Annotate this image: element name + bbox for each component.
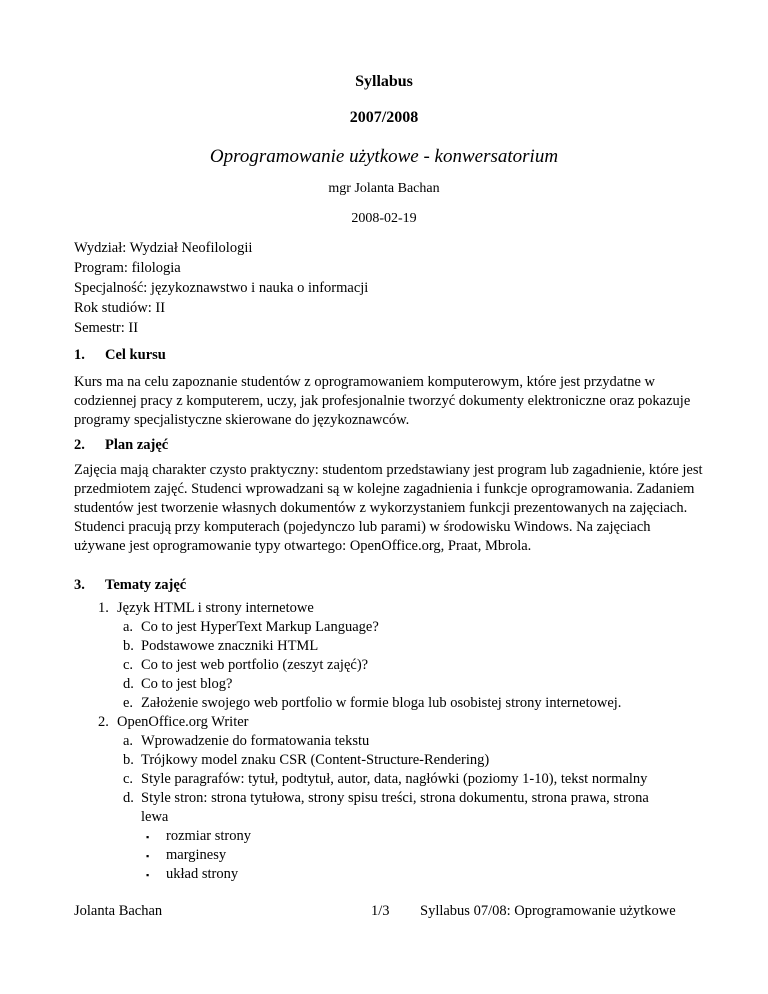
meta-faculty: Wydział: Wydział Neofilologii (74, 240, 253, 256)
bullet-icon: ▪ (146, 870, 150, 880)
list-letter: c. (123, 657, 134, 673)
bullet-label: marginesy (166, 847, 227, 863)
meta-specialty: Specjalność: językoznawstwo i nauka o informacji (74, 280, 369, 296)
list-item-label: Wprowadzenie do formatowania tekstu (141, 733, 370, 749)
doc-date: 2008-02-19 (351, 211, 417, 226)
bullet-label: rozmiar strony (166, 828, 251, 844)
doc-year: 2007/2008 (349, 109, 419, 126)
footer-author: Jolanta Bachan (74, 903, 163, 919)
section-title: Cel kursu (105, 347, 166, 363)
list-item-label: Podstawowe znaczniki HTML (141, 638, 319, 654)
doc-author: mgr Jolanta Bachan (328, 181, 440, 196)
meta-year-of-study: Rok studiów: II (74, 300, 166, 316)
list-item-label: Style paragrafów: tytuł, podtytuł, autor, data, nagłówki (poziomy 1-10), tekst normalny (141, 771, 648, 787)
list-item-label: OpenOffice.org Writer (117, 714, 249, 730)
footer-doc-title: Syllabus 07/08: Oprogramowanie użytkowe (420, 903, 676, 919)
list-letter: d. (123, 790, 134, 806)
list-letter: e. (123, 695, 134, 711)
list-number: 1. (98, 600, 109, 616)
list-letter: a. (123, 733, 134, 749)
list-item-label: Założenie swojego web portfolio w formie bloga lub osobistej strony internetowej. (141, 695, 622, 711)
footer-page-number: 1/3 (371, 903, 390, 919)
meta-semester: Semestr: II (74, 320, 139, 336)
list-letter: b. (123, 638, 134, 654)
list-letter: d. (123, 676, 134, 692)
section-number: 3. (74, 577, 85, 593)
doc-subject: Oprogramowanie użytkowe - konwersatorium (209, 146, 559, 167)
list-item-label: Co to jest HyperText Markup Language? (141, 619, 379, 635)
doc-title: Syllabus (355, 73, 413, 90)
bullet-icon: ▪ (146, 832, 150, 842)
list-item-label: Co to jest web portfolio (zeszyt zajęć)? (141, 657, 369, 673)
list-letter: b. (123, 752, 134, 768)
section-heading-3 (74, 577, 186, 594)
meta-program: Program: filologia (74, 260, 181, 276)
list-item-label: Style stron: strona tytułowa, strony spisu treści, strona dokumentu, strona prawa, strona lewa (141, 790, 649, 825)
section-text-2: Zajęcia mają charakter czysto praktyczny: studentom przedstawiany jest program lub zagadnienie, które jest przedmiotem zajęć. Studenci wprowadzani są w kolejne zagadnienia i funkcje oprogramowania. Zadaniem studentów jest tworzenie własnych dokumentów z wykorzystaniem funkcji prezentowanych na zajęciach. Studenci pracują przy komputerach (pojedynczo lub parami) w środowisku Windows. Na zajęciach używane jest oprogramowanie typy otwartego: OpenOffice.org, Praat, Mbrola. (74, 462, 703, 554)
section-number: 2. (74, 437, 85, 453)
bullet-icon: ▪ (146, 851, 150, 861)
list-item-label: Co to jest blog? (141, 676, 233, 692)
section-text-1: Kurs ma na celu zapoznanie studentów z oprogramowaniem komputerowym, które jest przydatne w codziennej pracy z komputerem, uczy, jak profesjonalnie tworzyć dokumenty elektroniczne oraz pokazuje programy specjalistyczne skierowane do językoznawców. (74, 374, 691, 428)
section-title: Tematy zajęć (105, 577, 187, 593)
list-letter: c. (123, 771, 134, 787)
bullet-label: układ strony (166, 866, 239, 882)
list-item-label: Język HTML i strony internetowe (117, 600, 314, 616)
list-letter: a. (123, 619, 134, 635)
list-number: 2. (98, 714, 109, 730)
section-heading-2 (74, 437, 168, 454)
meta-block (74, 238, 368, 338)
section-title: Plan zajęć (105, 437, 169, 453)
section-heading-1 (74, 347, 166, 364)
list-item-label: Trójkowy model znaku CSR (Content-Structure-Rendering) (141, 752, 490, 768)
section-number: 1. (74, 347, 85, 363)
